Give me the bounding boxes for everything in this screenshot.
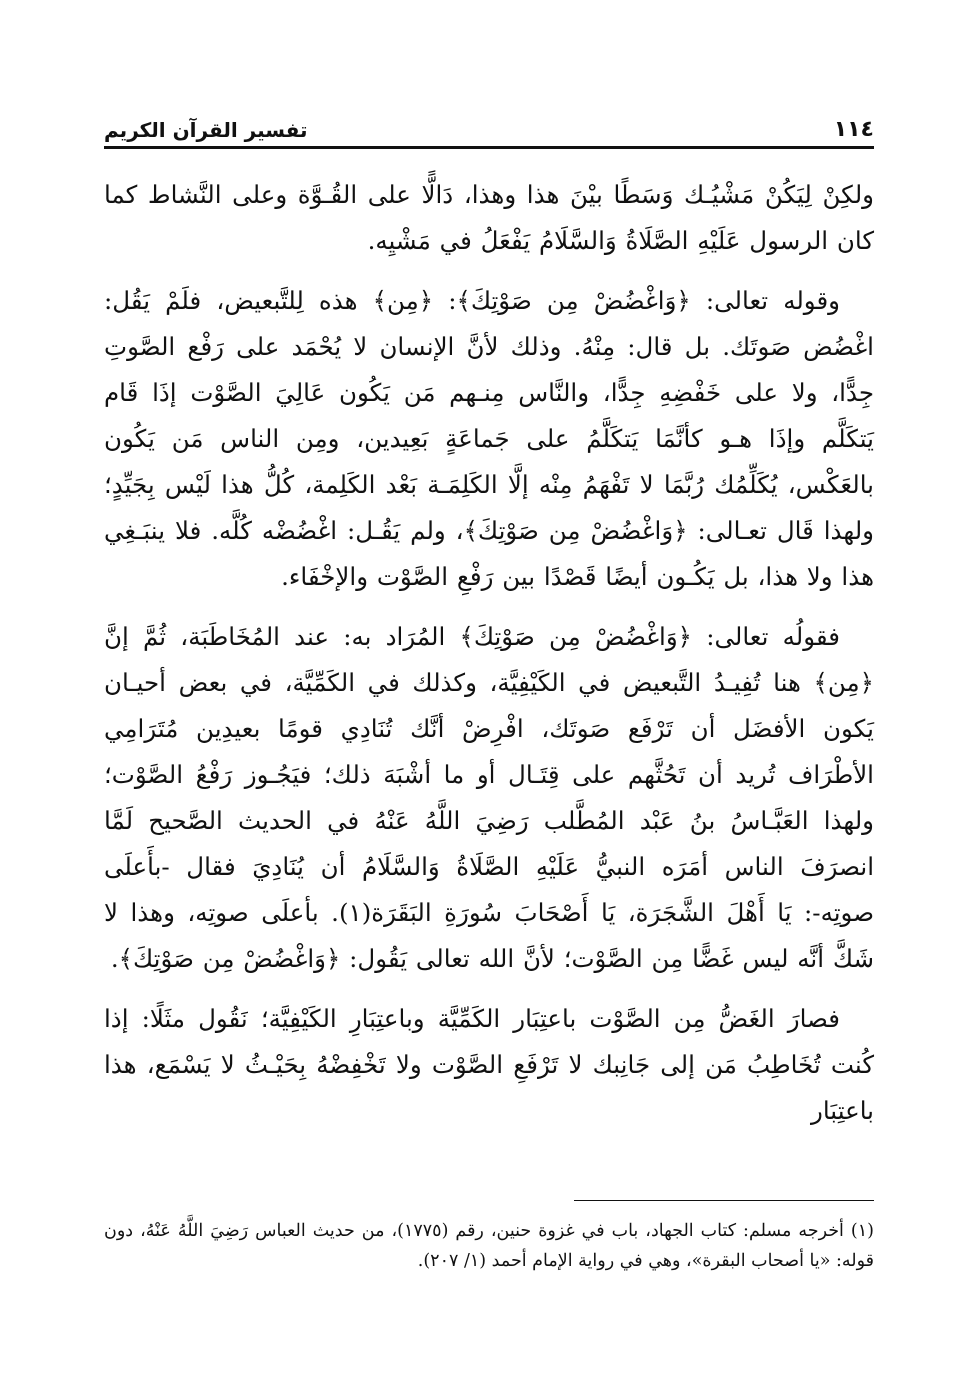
- page-header: [104, 108, 874, 142]
- paragraph: فصارَ الغَضُّ مِن الصَّوْت باعتِبَار الكَمِّيَّة وباعتِبَارِ الكَيْفِيَّة؛ نَقُول مثَلًا: إذا كُنت تُخَاطِبُ مَن إلى جَانِبك لا تَرْفَعِ الصَّوْت ولا تَخْفِضْهُ بِحَيْـثُ لا يَسْمَع، هذا باعتِبَار: [104, 1004, 874, 1125]
- footnotes: [104, 1216, 874, 1276]
- paragraph: وقوله تعالى: ﴿وَاغْضُضْ مِن صَوْتِكَ﴾: ﴿مِن﴾ هذه لِلتَّبعيض، فلَمْ يَقُل: اغْضُض صَوتَك. بل قال: مِنْهُ. وذلك لأنَّ الإنسان لا يُحْمَد على رَفْع الصَّوتِ جِدًّا، ولا على خَفْضِهِ جِدًّا، والنَّاس مِنـهم مَن يَكُون عَالِيَ الصَّوْت إذَا قَام يَتكَلَّم وإذَا هـو كأنَّمَا يَتكَلَّمُ على جَماعَةٍ بَعِيدين، ومِن الناس مَن يَكُون بالعَكْس، يُكَلِّمُك رُبَّمَا لا تَفْهَمُ مِنْه إلَّا الكَلِمَـة بَعْد الكَلِمة، كُلُّ هذا لَيْس بِجَيِّدٍ؛ ولهذا قَال تعـالى: ﴿وَاغْضُضْ مِن صَوْتِكَ﴾، ولم يَقُـل: اغْضُضْه كُلَّه. فلا ينبَـغِي هذا ولا هذا، بل يَكُـون أيضًا قَصْدًا بين رَفْعِ الصَّوْت والإخْفَاء.: [104, 286, 874, 591]
- page-number: ١١٤: [833, 117, 874, 142]
- main-text: [104, 172, 874, 1148]
- footnote: (١) أخرجه مسلم: كتاب الجهاد، باب في غزوة حنين، رقم (١٧٧٥)، من حديث العباس رَضِيَ اللَّهُ عَنْهُ، دون قوله: «يا أصحاب البقرة»، وهي في رواية الإمام أحمد (١/ ٢٠٧).: [104, 1221, 874, 1271]
- running-title: تفسير القرآن الكريم: [104, 118, 308, 142]
- header-divider: [104, 146, 874, 149]
- paragraph: فقولُه تعالى: ﴿وَاغْضُضْ مِن صَوْتِكَ﴾ المُرَاد به: عند المُخَاطَبَة، ثُمَّ إنَّ ﴿مِن﴾ هنا تُفِيـدُ التَّبعيض في الكَيْفِيَّة، وكذلك في الكَمِّيَّة، في بعض أحيـان يَكون الأفضَل أن تَرْفَع صَوتَك، افْرِضْ أنَّك تُنَادِي قومًا بعيدِين مُتَرَامِي الأطْرَاف تُريد أن تَحُثَّهم على قِتَـال أو ما أشْبَهَ ذلك؛ فيَجُـوز رَفْعُ الصَّوْت؛ ولهذا العَبَّـاسُ بنُ عَبْد المُطَّلب رَضِيَ اللَّهُ عَنْهُ في الحديث الصَّحيح لَمَّا انصرَفَ الناس أمَرَه النبيُّ عَلَيْهِ الصَّلَاةُ وَالسَّلَامُ أن يُنَادِيَ فقال -بأَعلَى صوتِه-: يَا أَهْلَ الشَّجَرَة، يَا أَصْحَابَ سُورَةِ البَقَرَة(١). بأعلَى صوتِه، وهذا لا شَكَّ أنَّه ليس غَضًّا مِن الصَّوْت؛ لأنَّ الله تعالى يَقُول: ﴿وَاغْضُضْ مِن صَوْتِكَ﴾.: [104, 622, 874, 973]
- paragraph: ولكِنْ لِيَكُنْ مَشْيُـك وَسَطًا بيْنَ هذا وهذا، دَالًّا على القُـوَّة وعلى النَّشاط كما كان الرسول عَلَيْهِ الصَّلَاةُ وَالسَّلَامُ يَفْعَلُ في مَشْيِه.: [104, 180, 874, 255]
- footnote-divider: [574, 1200, 874, 1201]
